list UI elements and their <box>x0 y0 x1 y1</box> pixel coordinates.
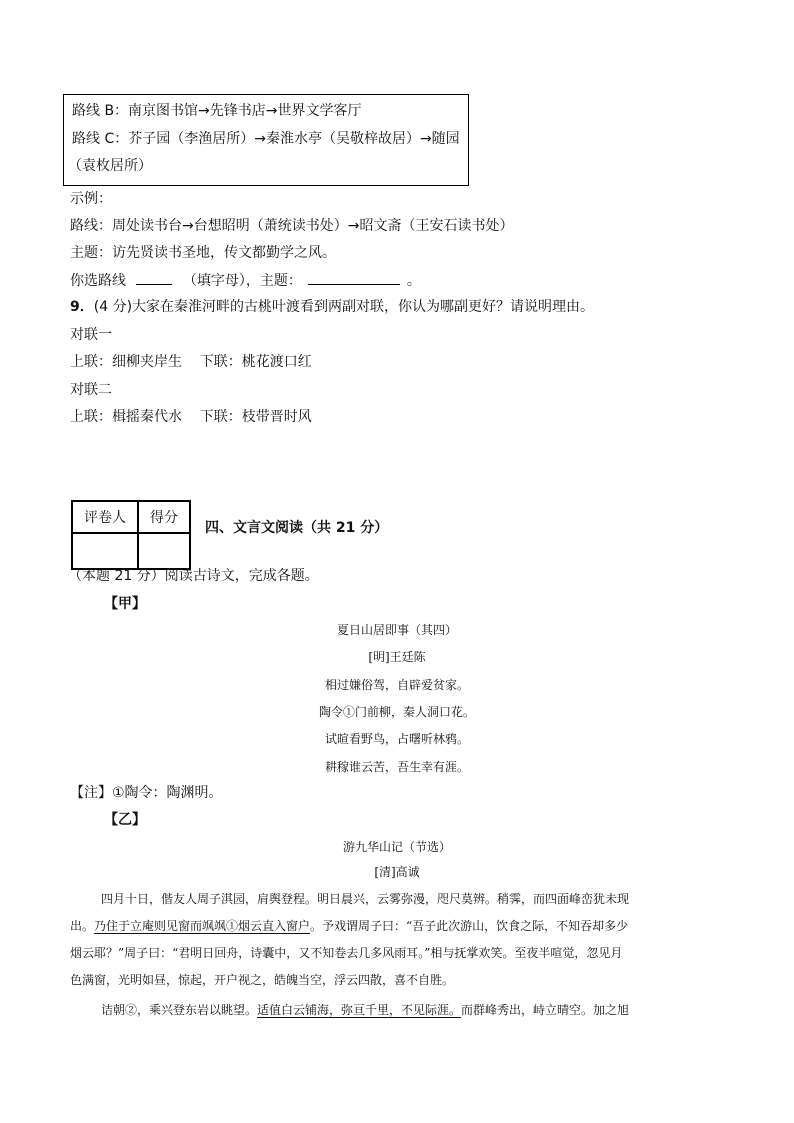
jia-poem-line: 陶令①门前柳，秦人洞口花。 <box>318 705 475 719</box>
score-table <box>71 500 191 570</box>
section-intro: （本题 21 分）阅读古诗文，完成各题。 <box>68 568 319 584</box>
yi-paragraph-line <box>101 1002 629 1018</box>
question-number: 9． <box>70 299 94 315</box>
score-header: 得分 <box>138 501 190 533</box>
couplet2-text: 上联：楫摇秦代水 下联：枝带晋时风 <box>70 409 312 425</box>
jia-note: 【注】①陶令：陶渊明。 <box>70 785 223 801</box>
choose-end: 。 <box>406 273 421 289</box>
question-9 <box>70 297 594 317</box>
example-theme: 主题：访先贤读书圣地，传文都勤学之风。 <box>70 245 336 261</box>
underlined-sentence: 乃住于立庵则见窗而飒飒①烟云直入窗户 <box>94 919 311 933</box>
yi-title: 游九华山记（节选） <box>342 840 451 854</box>
example-route: 路线：周处读书台→台想昭明（萧统读书处）→昭文斋（王安石读书处） <box>70 218 514 234</box>
jia-poem-line: 耕稼谁云苦，吾生幸有涯。 <box>324 760 469 774</box>
underlined-sentence: 适值白云铺海，弥亘千里，不见际涯。 <box>257 1003 462 1017</box>
question-text: (4 分)大家在秦淮河畔的古桃叶渡看到两副对联，你认为哪副更好？请说明理由。 <box>93 299 595 315</box>
route-b-text: 路线 B：南京图书馆→先锋书店→世界文学客厅 <box>72 103 362 119</box>
yi-text: 诘朝②，乘兴登东岩以眺望。 <box>101 1003 258 1017</box>
yi-author: [清]高诚 <box>374 865 420 879</box>
yi-paragraph-line: 烟云耶？”周子曰：“君明日回舟，诗囊中，又不知卷去几多风雨耳。”相与抚掌欢笑。至夜半喧觉，忽见月 <box>70 946 623 960</box>
jia-label: 【甲】 <box>104 596 146 612</box>
choose-middle: （填字母），主题： <box>182 273 302 289</box>
example-label: 示例： <box>70 191 112 207</box>
theme-blank[interactable] <box>308 270 400 285</box>
choose-route-line <box>70 270 421 291</box>
route-c-continued: （袁枚居所） <box>68 158 152 174</box>
couplet2-title: 对联二 <box>70 382 112 398</box>
yi-paragraph-line: 色满窗，光明如昼，惊起，开户视之，皓魄当空，浮云四散，喜不自胜。 <box>70 973 455 987</box>
choose-prefix: 你选路线 <box>70 273 126 289</box>
route-c-text: 路线 C：芥子园（李渔居所）→秦淮水亭（吴敬梓故居）→随园 <box>72 131 460 147</box>
grader-cell[interactable] <box>72 533 138 569</box>
route-letter-blank[interactable] <box>136 270 172 285</box>
yi-text: 而群峰秀出，峙立晴空。加之旭 <box>461 1003 630 1017</box>
grader-header: 评卷人 <box>72 501 138 533</box>
jia-poem-line: 试暄看野鸟，占曙听林鸦。 <box>324 732 469 746</box>
yi-text: 。予戏谓周子曰：“吾子此次游山，饮食之际，不知吞却多少 <box>310 919 629 933</box>
yi-text: 出。 <box>70 919 95 933</box>
section-title: 四、文言文阅读（共 21 分） <box>205 520 389 536</box>
yi-label: 【乙】 <box>104 812 146 828</box>
jia-poem-line: 相过嫌俗驾，自辟爱贫家。 <box>324 678 469 692</box>
jia-poem-title: 夏日山居即事（其四） <box>336 623 457 637</box>
couplet1-text: 上联：细柳夹岸生 下联：桃花渡口红 <box>70 354 312 370</box>
score-cell[interactable] <box>138 533 190 569</box>
couplet1-title: 对联一 <box>70 327 112 343</box>
jia-poem-author: [明]王廷陈 <box>368 650 426 664</box>
yi-paragraph-line <box>70 918 628 934</box>
yi-paragraph-line: 四月十日，偕友人周子淇园，肩舆登程。明日晨兴，云雾弥漫，咫尺莫辨。稍霁，而四面峰峦犹未现 <box>101 892 630 906</box>
